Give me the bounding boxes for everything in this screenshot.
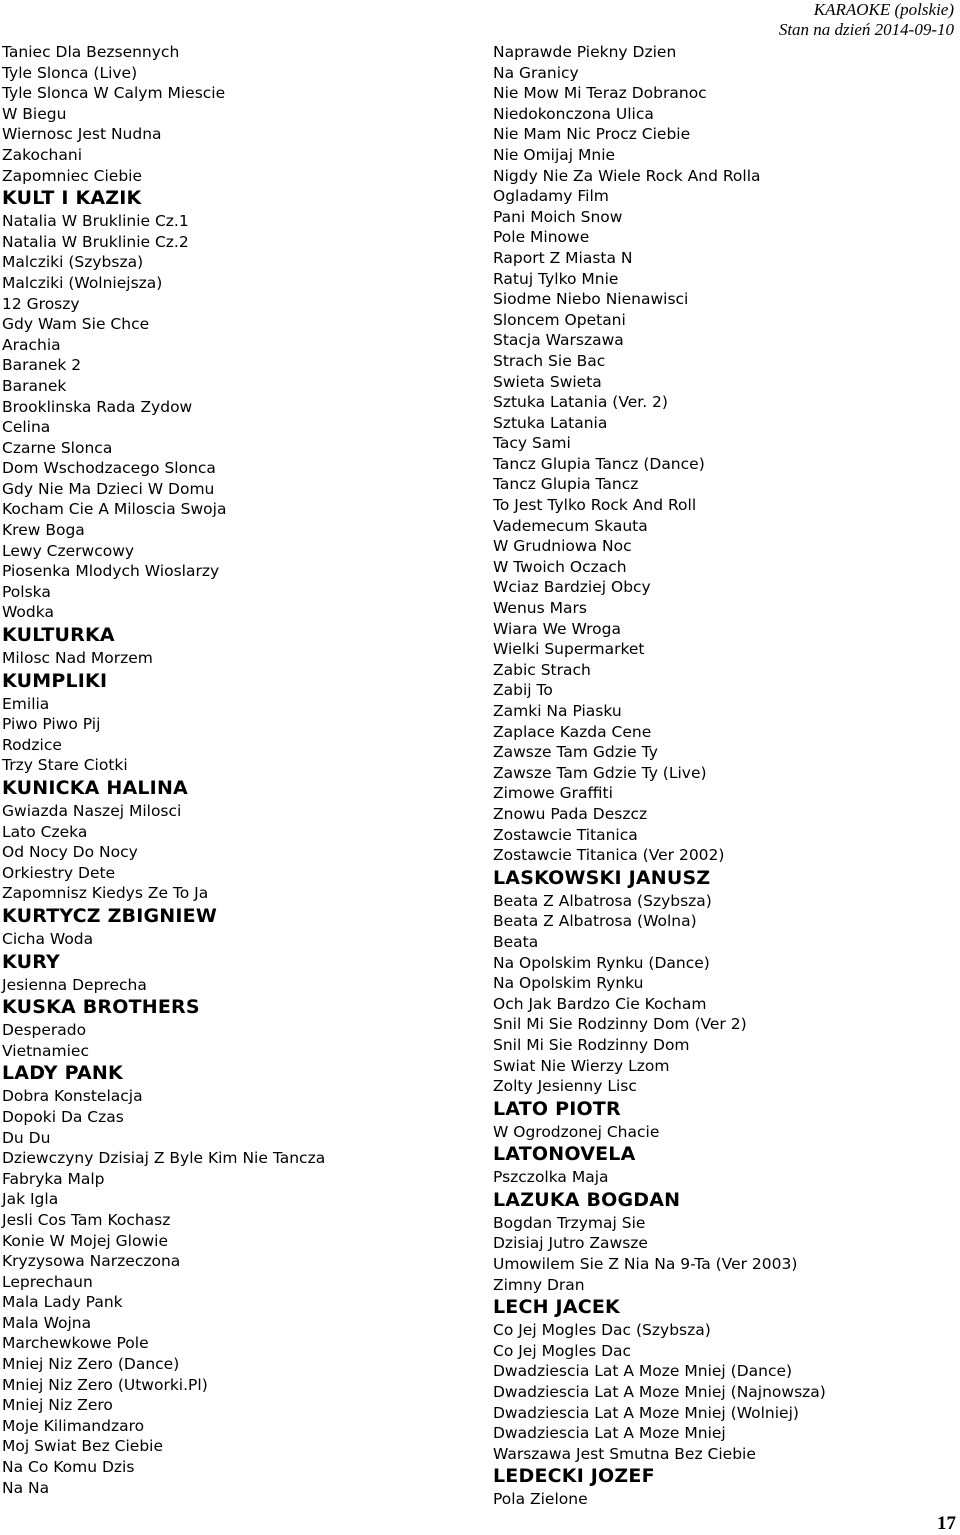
song-title: Du Du — [2, 1128, 51, 1147]
song-title: Desperado — [2, 1021, 87, 1040]
song-title: Lato Czeka — [2, 822, 88, 841]
song-title: Gdy Nie Ma Dzieci W Domu — [2, 479, 215, 498]
song-title: Beata — [493, 932, 539, 951]
song-title: Na Na — [2, 1478, 50, 1497]
song-title: Malcziki (Szybsza) — [2, 253, 144, 272]
song-title: Tancz Glupia Tancz (Dance) — [493, 454, 705, 473]
song-title: Mala Wojna — [2, 1313, 92, 1332]
song-title: Natalia W Bruklinie Cz.2 — [2, 232, 189, 251]
song-title: Nie Mow Mi Teraz Dobranoc — [493, 84, 707, 103]
song-title: Pani Moich Snow — [493, 207, 623, 226]
song-title: Piwo Piwo Pij — [2, 715, 101, 734]
song-title: Cicha Woda — [2, 929, 94, 948]
artist-heading: KURTYCZ ZBIGNIEW — [2, 904, 218, 927]
song-title: Dwadziescia Lat A Moze Mniej — [493, 1424, 726, 1443]
song-title: Rodzice — [2, 735, 62, 754]
song-title: W Ogrodzonej Chacie — [493, 1122, 660, 1141]
song-title: Dzisiaj Jutro Zawsze — [493, 1234, 648, 1253]
song-title: Wciaz Bardziej Obcy — [493, 578, 651, 597]
song-title: 12 Groszy — [2, 294, 80, 313]
song-title: Dwadziescia Lat A Moze Mniej (Dance) — [493, 1362, 793, 1381]
song-title: Krew Boga — [2, 521, 85, 540]
header-title: KARAOKE (polskie) — [813, 0, 954, 19]
song-title: Vietnamiec — [2, 1041, 89, 1060]
song-title: Zabic Strach — [493, 660, 591, 679]
song-title: Lewy Czerwcowy — [2, 541, 135, 560]
song-title: Jesli Cos Tam Kochasz — [2, 1210, 171, 1229]
song-title: Naprawde Piekny Dzien — [493, 43, 677, 61]
song-title: Ratuj Tylko Mnie — [493, 269, 619, 288]
song-title: Beata Z Albatrosa (Wolna) — [493, 912, 697, 931]
song-title: Zimny Dran — [493, 1275, 585, 1294]
song-title: Baranek 2 — [2, 356, 82, 375]
song-title: Piosenka Mlodych Wioslarzy — [2, 562, 220, 581]
song-title: W Biegu — [2, 104, 67, 123]
artist-heading: KUSKA BROTHERS — [2, 996, 200, 1019]
song-title: Sloncem Opetani — [493, 310, 626, 329]
song-title: Snil Mi Sie Rodzinny Dom — [493, 1035, 690, 1054]
song-title: Nie Mam Nic Procz Ciebie — [493, 125, 691, 144]
song-title: Wiernosc Jest Nudna — [2, 125, 162, 144]
song-title: Konie W Mojej Glowie — [2, 1231, 168, 1250]
song-title: Taniec Dla Bezsennych — [2, 43, 180, 61]
artist-heading: LATONOVELA — [493, 1143, 636, 1166]
song-title: Mniej Niz Zero — [2, 1396, 113, 1415]
song-title: Dom Wschodzacego Slonca — [2, 459, 216, 478]
song-title: Co Jej Mogles Dac (Szybsza) — [493, 1321, 711, 1340]
song-title: Moj Swiat Bez Ciebie — [2, 1437, 163, 1456]
artist-heading: LEDECKI JOZEF — [493, 1465, 655, 1488]
song-title: Wielki Supermarket — [493, 640, 645, 659]
left-column — [2, 42, 472, 1498]
song-title: Dziewczyny Dzisiaj Z Byle Kim Nie Tancza — [2, 1149, 326, 1168]
song-title: Pszczolka Maja — [493, 1168, 609, 1187]
song-title: Zabij To — [493, 681, 553, 700]
artist-heading: KURY — [2, 950, 60, 973]
song-title: Ogladamy Film — [493, 187, 609, 206]
song-title: Od Nocy Do Nocy — [2, 843, 138, 862]
song-title: Jak Igla — [2, 1190, 59, 1209]
song-title: Dopoki Da Czas — [2, 1107, 124, 1126]
song-title: Tacy Sami — [493, 434, 571, 453]
song-title: Pole Minowe — [493, 228, 590, 247]
page-header — [779, 0, 954, 40]
song-title: Vademecum Skauta — [493, 516, 648, 535]
song-title: Na Granicy — [493, 63, 579, 82]
song-title: Polska — [2, 582, 51, 601]
song-title: Tyle Slonca (Live) — [2, 63, 138, 82]
song-title: Zamki Na Piasku — [493, 702, 622, 720]
song-title: Zakochani — [2, 145, 82, 164]
song-title: Fabryka Malp — [2, 1169, 105, 1188]
song-title: Umowilem Sie Z Nia Na 9-Ta (Ver 2003) — [493, 1255, 798, 1274]
song-title: Dobra Konstelacja — [2, 1087, 143, 1106]
song-title: Zawsze Tam Gdzie Ty (Live) — [493, 763, 707, 782]
song-title: Nigdy Nie Za Wiele Rock And Rolla — [493, 166, 761, 185]
song-title: Jesienna Deprecha — [2, 975, 147, 994]
song-title: Milosc Nad Morzem — [2, 649, 153, 668]
song-title: Moje Kilimandzaro — [2, 1416, 145, 1435]
song-title: Zaplace Kazda Cene — [493, 722, 652, 741]
song-title: Sztuka Latania — [493, 413, 608, 432]
song-title: Gwiazda Naszej Milosci — [2, 802, 182, 820]
song-title: Zolty Jesienny Lisc — [493, 1077, 637, 1096]
song-title: Co Jej Mogles Dac — [493, 1341, 632, 1360]
song-title: To Jest Tylko Rock And Roll — [493, 496, 697, 515]
song-title: Emilia — [2, 694, 50, 713]
artist-heading: LAZUKA BOGDAN — [493, 1188, 681, 1211]
song-title: Siodme Niebo Nienawisci — [493, 290, 689, 309]
song-title: Snil Mi Sie Rodzinny Dom (Ver 2) — [493, 1015, 747, 1034]
song-title: Kryzysowa Narzeczona — [2, 1252, 181, 1271]
artist-heading: KUNICKA HALINA — [2, 777, 188, 799]
song-title: Trzy Stare Ciotki — [2, 756, 128, 775]
song-title: W Twoich Oczach — [493, 557, 627, 576]
song-title: Mniej Niz Zero (Dance) — [2, 1355, 180, 1374]
song-title: Mala Lady Pank — [2, 1293, 123, 1312]
song-title: Gdy Wam Sie Chce — [2, 315, 150, 334]
song-title: Zostawcie Titanica (Ver 2002) — [493, 846, 725, 865]
song-title: Natalia W Bruklinie Cz.1 — [2, 212, 189, 231]
song-title: Zapomnisz Kiedys Ze To Ja — [2, 884, 209, 903]
song-title: Czarne Slonca — [2, 438, 113, 457]
song-title: Orkiestry Dete — [2, 863, 116, 882]
artist-heading: KULT I KAZIK — [2, 187, 142, 210]
song-title: Wodka — [2, 603, 54, 622]
song-title: Brooklinska Rada Zydow — [2, 397, 193, 416]
song-title: Arachia — [2, 335, 61, 354]
song-title: Leprechaun — [2, 1272, 93, 1291]
song-title: Dwadziescia Lat A Moze Mniej (Najnowsza) — [493, 1383, 826, 1402]
song-title: Baranek — [2, 376, 67, 395]
song-title: Wenus Mars — [493, 599, 587, 618]
song-title: Bogdan Trzymaj Sie — [493, 1213, 646, 1232]
song-title: Malcziki (Wolniejsza) — [2, 273, 163, 292]
song-title: Strach Sie Bac — [493, 351, 606, 370]
artist-heading: LASKOWSKI JANUSZ — [493, 866, 711, 889]
song-title: Mniej Niz Zero (Utworki.Pl) — [2, 1375, 208, 1394]
artist-heading: LECH JACEK — [493, 1296, 620, 1319]
song-title: Warszawa Jest Smutna Bez Ciebie — [493, 1444, 756, 1463]
song-title: Na Opolskim Rynku — [493, 974, 644, 993]
song-title: Tancz Glupia Tancz — [493, 475, 639, 494]
song-title: Tyle Slonca W Calym Miescie — [2, 84, 226, 103]
song-title: Stacja Warszawa — [493, 331, 624, 350]
song-title: Niedokonczona Ulica — [493, 104, 654, 123]
song-title: Na Co Komu Dzis — [2, 1458, 135, 1477]
song-title: Raport Z Miasta N — [493, 248, 633, 267]
song-title: Dwadziescia Lat A Moze Mniej (Wolniej) — [493, 1403, 799, 1422]
song-title: Znowu Pada Deszcz — [493, 804, 648, 823]
artist-heading: KUMPLIKI — [2, 669, 108, 692]
song-title: Kocham Cie A Miloscia Swoja — [2, 500, 227, 519]
artist-heading: LATO PIOTR — [493, 1097, 621, 1120]
song-title: Zapomniec Ciebie — [2, 166, 142, 185]
right-column — [493, 42, 955, 1510]
song-title: Pola Zielone — [493, 1490, 588, 1509]
song-title: Celina — [2, 418, 51, 437]
song-title: W Grudniowa Noc — [493, 537, 632, 556]
song-title: Na Opolskim Rynku (Dance) — [493, 953, 710, 972]
song-title: Wiara We Wroga — [493, 619, 621, 638]
song-title: Swieta Swieta — [493, 372, 602, 391]
song-title: Zimowe Graffiti — [493, 784, 613, 803]
song-title: Swiat Nie Wierzy Lzom — [493, 1056, 670, 1075]
song-title: Zostawcie Titanica — [493, 825, 638, 844]
artist-heading: KULTURKA — [2, 624, 115, 647]
song-title: Zawsze Tam Gdzie Ty — [493, 743, 658, 762]
song-title: Nie Omijaj Mnie — [493, 145, 616, 164]
song-title: Beata Z Albatrosa (Szybsza) — [493, 891, 712, 910]
page-number: 17 — [937, 1513, 956, 1534]
header-date: Stan na dzień 2014-09-10 — [778, 20, 954, 39]
artist-heading: LADY PANK — [2, 1062, 123, 1085]
song-title: Sztuka Latania (Ver. 2) — [493, 393, 668, 412]
song-title: Marchewkowe Pole — [2, 1334, 149, 1353]
song-title: Och Jak Bardzo Cie Kocham — [493, 994, 707, 1013]
